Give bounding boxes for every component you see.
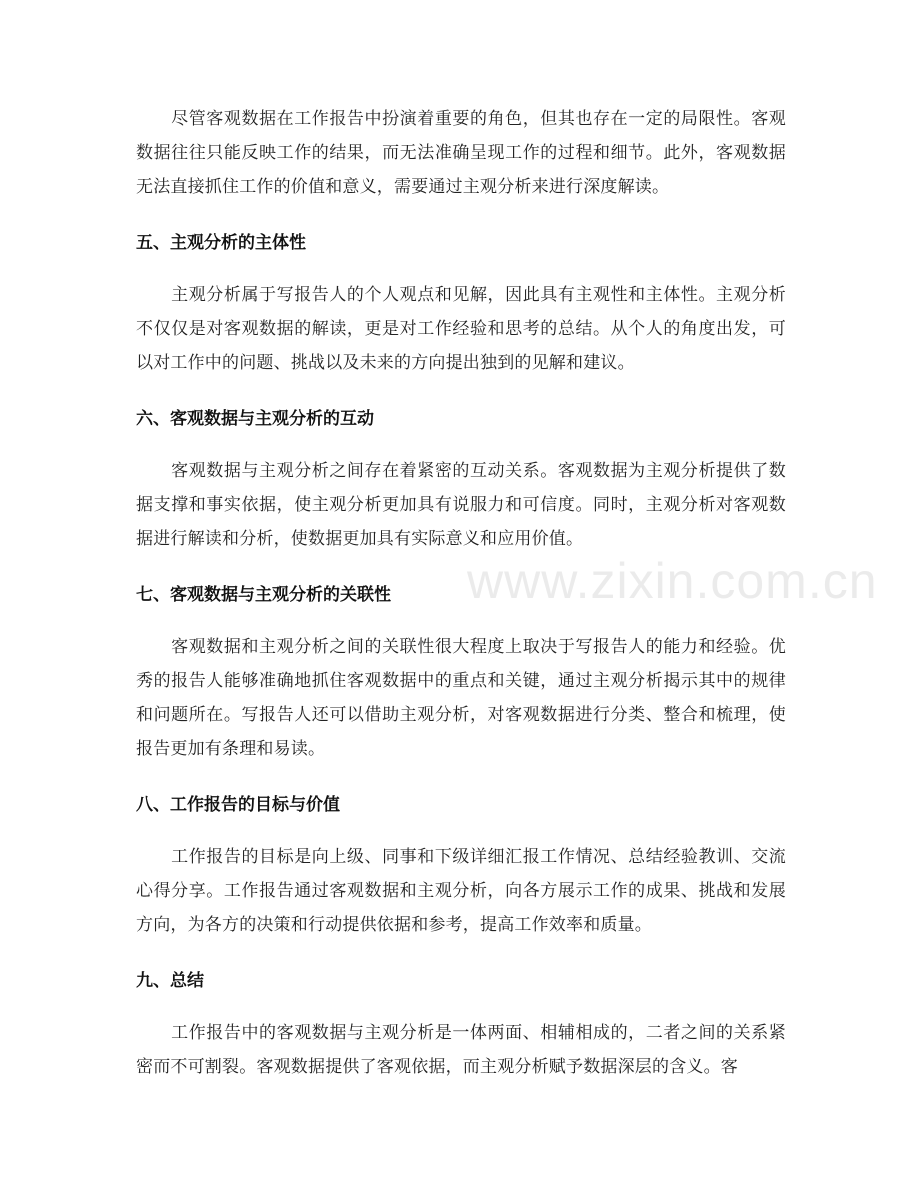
section-heading: 八、工作报告的目标与价值 — [136, 795, 340, 815]
section-heading: 五、主观分析的主体性 — [136, 233, 306, 253]
section-5 — [136, 228, 786, 380]
section-paragraph: 工作报告中的客观数据与主观分析是一体两面、相辅相成的，二者之间的关系紧密而不可割裂。客观数据提供了客观依据，而主观分析赋予数据深层的含义。客 — [136, 1023, 786, 1077]
intro-paragraph: 尽管客观数据在工作报告中扮演着重要的角色，但其也存在一定的局限性。客观数据往往只能反映工作的结果，而无法准确呈现工作的过程和细节。此外，客观数据无法直接抓住工作的价值和意义，需要通过主观分析来进行深度解读。 — [136, 109, 786, 197]
section-paragraph: 客观数据与主观分析之间存在着紧密的互动关系。客观数据为主观分析提供了数据支撑和事实依据，使主观分析更加具有说服力和可信度。同时，主观分析对客观数据进行解读和分析，使数据更加具有实际意义和应用价值。 — [136, 461, 786, 549]
section-9 — [136, 966, 786, 1084]
section-heading: 六、客观数据与主观分析的互动 — [136, 409, 374, 429]
section-heading: 七、客观数据与主观分析的关联性 — [136, 585, 391, 605]
section-8 — [136, 790, 786, 942]
watermark-text: www.zixin.com.cn — [467, 553, 878, 609]
section-heading: 九、总结 — [136, 971, 204, 991]
section-6 — [136, 404, 786, 556]
section-paragraph: 主观分析属于写报告人的个人观点和见解，因此具有主观性和主体性。主观分析不仅仅是对客观数据的解读，更是对工作经验和思考的总结。从个人的角度出发，可以对工作中的问题、挑战以及未来的方向提出独到的见解和建议。 — [136, 285, 786, 373]
document-page — [136, 102, 786, 1084]
section-paragraph: 客观数据和主观分析之间的关联性很大程度上取决于写报告人的能力和经验。优秀的报告人能够准确地抓住客观数据中的重点和关键，通过主观分析揭示其中的规律和问题所在。写报告人还可以借助主观分析，对客观数据进行分类、整合和梳理，使报告更加有条理和易读。 — [136, 637, 786, 759]
section-7 — [136, 580, 786, 766]
section-paragraph: 工作报告的目标是向上级、同事和下级详细汇报工作情况、总结经验教训、交流心得分享。工作报告通过客观数据和主观分析，向各方展示工作的成果、挑战和发展方向，为各方的决策和行动提供依据和参考，提高工作效率和质量。 — [136, 847, 786, 935]
